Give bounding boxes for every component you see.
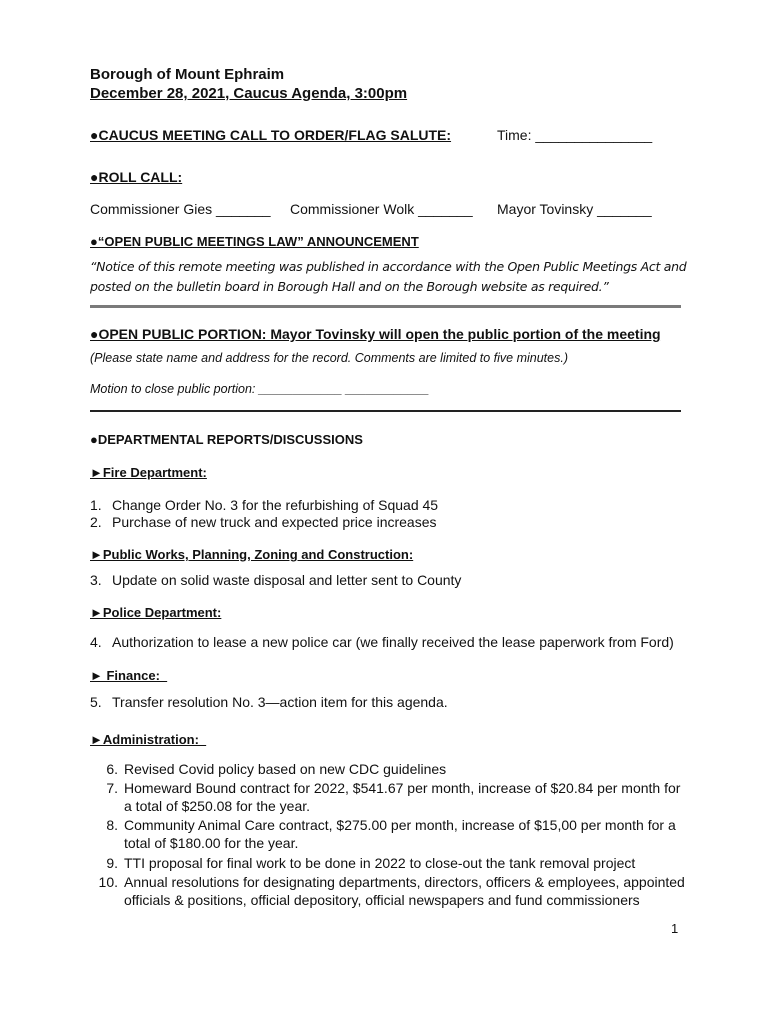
item-number: 3. [90,572,102,588]
section-divider [90,305,681,308]
agenda-item [90,761,446,777]
opma-notice-line1: “Notice of this remote meeting was published in accordance with the Open Public Meetings Act and [90,259,687,274]
finance-heading: ► Finance: [90,668,168,683]
item-text: Annual resolutions for designating departments, directors, officers & employees, appointed [124,874,685,890]
item-number: 10. [98,874,118,890]
item-number: 2. [90,514,102,530]
item-number: 7. [106,780,118,796]
opma-notice-line2: posted on the bulletin board in Borough Hall and on the Borough website as required.” [90,279,609,294]
section-divider [90,410,681,412]
item-text: Change Order No. 3 for the refurbishing of Squad 45 [112,497,439,513]
agenda-item [90,855,635,871]
administration-heading: ►Administration: [90,732,207,747]
opma-heading: ●“OPEN PUBLIC MEETINGS LAW” ANNOUNCEMENT [90,234,419,249]
page-number: 1 [671,921,679,936]
agenda-item [90,694,448,710]
public-portion-heading: ●OPEN PUBLIC PORTION: Mayor Tovinsky will open the public portion of the meeting [90,326,661,342]
item-text: Update on solid waste disposal and letter sent to County [112,572,462,588]
item-text: Community Animal Care contract, $275.00 per month, increase of $15,00 per month for a [124,817,676,833]
public-works-heading: ►Public Works, Planning, Zoning and Construction: [90,547,414,562]
item-number: 8. [106,817,118,833]
agenda-item [90,572,461,588]
fire-department-heading: ►Fire Department: [90,465,207,480]
police-department-heading: ►Police Department: [90,605,222,620]
item-number: 4. [90,634,102,650]
item-number: 1. [90,497,102,513]
agenda-item-continuation: officials & positions, official depository, official newspapers and fund commissioners [124,892,640,908]
roll-call-gies: Commissioner Gies _______ [90,201,271,217]
item-text: Revised Covid policy based on new CDC guidelines [124,761,447,777]
item-number: 5. [90,694,102,710]
item-text: Homeward Bound contract for 2022, $541.67 per month, increase of $20.84 per month for [124,780,681,796]
agenda-item [90,780,680,796]
agenda-item [90,497,438,513]
item-text: Authorization to lease a new police car (we finally received the lease paperwork from Ford) [112,634,674,650]
agenda-item-continuation: total of $180.00 for the year. [124,835,299,851]
call-to-order-heading: ●CAUCUS MEETING CALL TO ORDER/FLAG SALUTE: [90,127,452,143]
agenda-item [90,634,674,650]
public-portion-note: (Please state name and address for the record. Comments are limited to five minutes.) [90,351,568,365]
item-number: 6. [106,761,118,777]
agenda-item [90,874,685,890]
roll-call-mayor: Mayor Tovinsky _______ [497,201,652,217]
departmental-heading: ●DEPARTMENTAL REPORTS/DISCUSSIONS [90,432,363,447]
agenda-date-title: December 28, 2021, Caucus Agenda, 3:00pm [90,85,408,102]
call-to-order-time: Time: _______________ [497,127,653,143]
item-text: TTI proposal for final work to be done in 2022 to close-out the tank removal project [124,855,636,871]
public-portion-motion: Motion to close public portion: ____________ ____________ [90,382,430,396]
item-text: Purchase of new truck and expected price increases [112,514,437,530]
item-text: Transfer resolution No. 3—action item for this agenda. [112,694,448,710]
agenda-item-continuation: a total of $250.08 for the year. [124,798,311,814]
roll-call-wolk: Commissioner Wolk _______ [290,201,473,217]
borough-title: Borough of Mount Ephraim [90,66,285,83]
agenda-item [90,514,437,530]
agenda-item [90,817,676,833]
roll-call-heading: ●ROLL CALL: [90,169,183,185]
item-number: 9. [106,855,118,871]
